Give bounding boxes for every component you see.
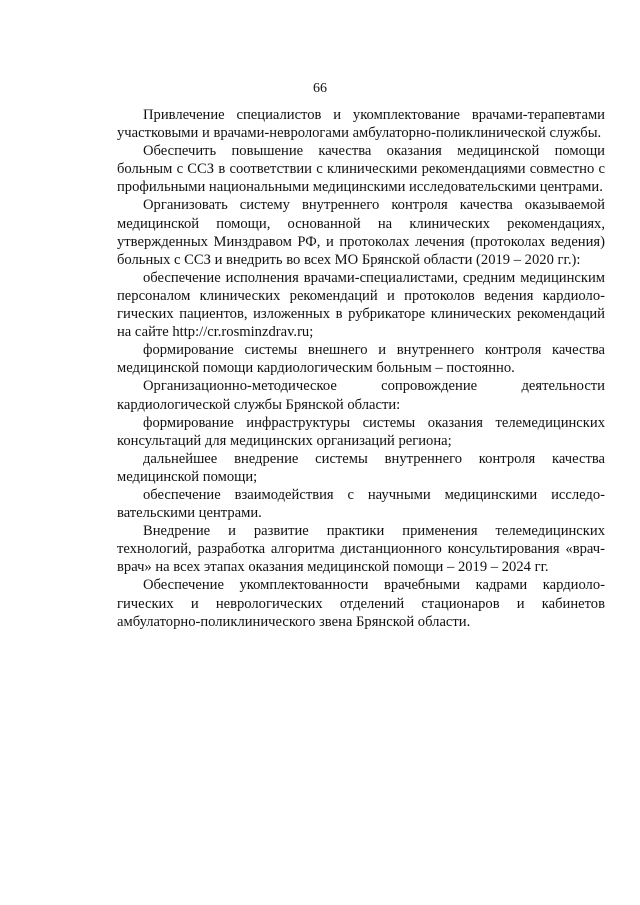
paragraph-internal-control-system: Организовать систему внутреннего контроля качества оказываемой медицинской помощи, основанной на клинических рекомендациях, утвержденных Минздравом РФ, и протоколах лечения (протоколах ведения) больных с ССЗ и внедрить во всех МО Брянской области (2019 – 2020 гг.): xyxy=(117,197,605,268)
page-number: 66 xyxy=(313,81,327,96)
paragraph-telemedicine-practice: Внедрение и развитие практики применения телемедицинских технологий, разработка алгоритма дистанционного консультирования «врач-врач» на всех этапах оказания медицинской помощи – 2019 – 2024 гг. xyxy=(117,523,605,576)
paragraph-research-centers-interaction: обеспечение взаимодействия с научными медицинскими исследовательскими центрами. xyxy=(117,486,605,522)
document-body xyxy=(117,106,605,631)
paragraph-internal-control-implementation: дальнейшее внедрение системы внутреннего контроля качества медицинской помощи; xyxy=(117,450,605,485)
paragraph-guidelines-compliance: обеспечение исполнения врачами-специалистами, средним медицинским персоналом клинических рекомендаций и протоколов ведения кардиологических пациентов, изложенных в рубрикаторе клинических рекомендаций на сайте http://cr.rosminzdrav.ru; xyxy=(117,269,605,341)
paragraph-methodical-support: Организационно-методическое сопровождение деятельности кардиологической службы Брянской области: xyxy=(117,378,605,413)
paragraph-quality-control-formation: формирование системы внешнего и внутреннего контроля качества медицинской помощи кардиологическим больным – постоянно. xyxy=(117,342,605,377)
paragraph-quality-improvement: Обеспечить повышение качества оказания медицинской помощи больным с ССЗ в соответствии с клиническими рекомендациями совместно с профильными национальными медицинскими исследовательскими центрами. xyxy=(117,143,605,196)
paragraph-telemedicine-infrastructure: формирование инфраструктуры системы оказания телемедицинских консультаций для медицинских организаций региона; xyxy=(117,414,605,449)
paragraph-staffing-therapists: Привлечение специалистов и укомплектование врачами-терапевтами участковыми и врачами-неврологами амбулаторно-поликлинической службы. xyxy=(117,107,605,142)
paragraph-staffing-departments: Обеспечение укомплектованности врачебными кадрами кардиологических и неврологических отделений стационаров и кабинетов амбулаторно-поликлинического звена Брянской области. xyxy=(117,577,605,630)
